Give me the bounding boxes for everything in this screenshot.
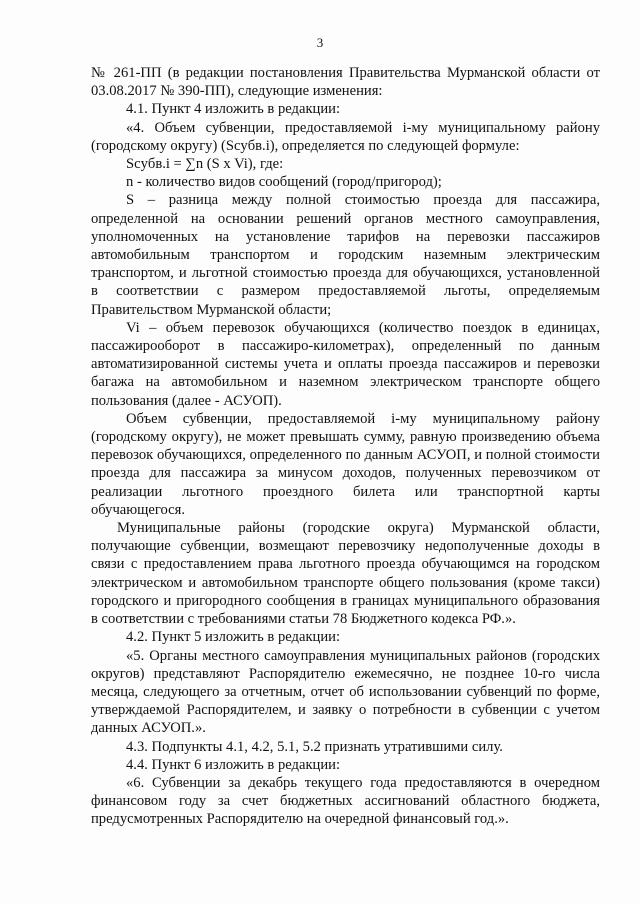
document-body [91, 64, 600, 829]
intro-paragraph: № 261-ПП (в редакции постановления Правительства Мурманской области от 03.08.2017 № 390-ПП), следующие изменения: [91, 65, 600, 100]
formula-line: Scyбв.i = ∑n (S x Vi), где: [126, 156, 284, 173]
compensation-paragraph: Муниципальные районы (городские округа) Мурманской области, получающие субвенции, возмещают перевозчику недополученные доходы в связи с предоставлением права льготного проезда обучающимся на городском электрическом и автомобильном транспорте общего пользования (кроме такси) городского и пригородного сообщения в границах муниципального образования в соответствии с требованиями статьи 78 Бюджетного кодекса РФ.». [91, 520, 600, 628]
clause-4-paragraph: «4. Объем субвенции, предоставляемой i-му муниципальному району (городскому округу) (Scyбв.i), определяется по следующей формуле: [91, 119, 600, 154]
item-4-1-heading: 4.1. Пункт 4 изложить в редакции: [126, 101, 341, 118]
page-number: 3 [316, 35, 324, 50]
definition-vi: Vi – объем перевозок обучающихся (количество поездок в единицах, пассажирооборот в пассажиро-километрах), определенный по данным автоматизированной системы учета и оплаты проезда пассажиров и перевозки багажа на автомобильном и наземном электрическом транспорте общего пользования (далее - АСУОП). [91, 319, 600, 409]
subvention-limit-paragraph: Объем субвенции, предоставляемой i-му муниципальному району (городскому округу), не может превышать сумму, равную произведению объема перевозок обучающихся, определенного по данным АСУОП, и полной стоимости проезда для пассажира за минусом доходов, полученных перевозчиком от реализации льготного проездного билета или транспортной карты обучающегося. [91, 410, 600, 518]
clause-6-paragraph: «6. Субвенции за декабрь текущего года предоставляются в очередном финансовом году за счет бюджетных ассигнований областного бюджета, предусмотренных Распорядителю на очередной финансовый год.». [91, 774, 600, 828]
item-4-4-heading: 4.4. Пункт 6 изложить в редакции: [126, 756, 341, 773]
clause-5-paragraph: «5. Органы местного самоуправления муниципальных районов (городских округов) представляют Распорядителю ежемесячно, не позднее 10-го числа месяца, следующего за отчетным, отчет об использовании субвенций по форме, утверждаемой Распорядителем, и заявку о потребности в субвенции с учетом данных АСУОП.». [91, 647, 600, 737]
definition-s: S – разница между полной стоимостью проезда для пассажира, определенной на основании решений органов местного самоуправления, уполномоченных на установление тарифов на перевозки пассажиров автомобильным транспортом и городским наземным электрическим транспортом, и льготной стоимостью проезда для обучающихся, установленной в соответствии с размером предоставляемой льготы, определяемым Правительством Мурманской области; [91, 192, 600, 318]
definition-n: n - количество видов сообщений (город/пригород); [126, 174, 442, 191]
item-4-2-heading: 4.2. Пункт 5 изложить в редакции: [126, 629, 341, 646]
item-4-3-paragraph: 4.3. Подпункты 4.1, 4.2, 5.1, 5.2 признать утратившими силу. [126, 738, 503, 755]
